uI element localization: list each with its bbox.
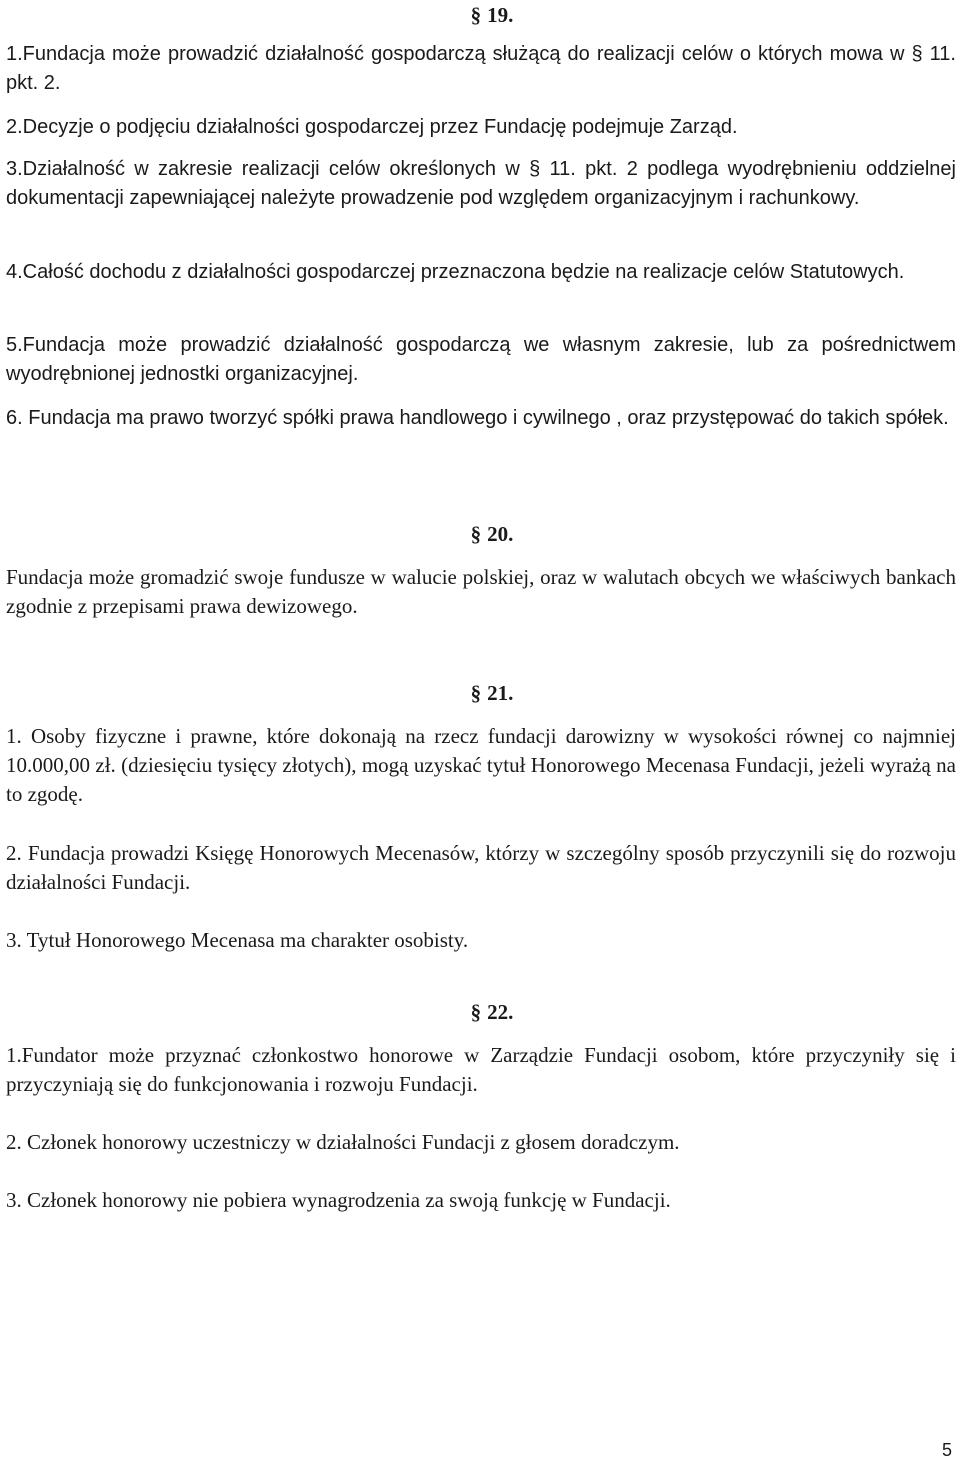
section-mark: § [470, 1000, 482, 1024]
paragraph-21-3: 3. Tytuł Honorowego Mecenasa ma charakter osobisty. [6, 928, 469, 952]
paragraph-21-1: 1. Osoby fizyczne i prawne, które dokonają na rzecz fundacji darowizny w wysokości równej co najmniej 10.000,00 zł. (dziesięciu tysięcy złotych), mogą uzyskać tytuł Honorowego Mecenasa Fundacji, jeżeli wyrażą na to zgodę. [6, 724, 956, 806]
paragraph-19-4: 4.Całość dochodu z działalności gospodarczej przeznaczona będzie na realizacje celów Statutowych. [6, 261, 905, 283]
section-heading-19 [0, 2, 960, 28]
section-heading-20 [0, 521, 960, 547]
paragraph-22-2: 2. Członek honorowy uczestniczy w działalności Fundacji z głosem doradczym. [6, 1130, 680, 1154]
section-number: 19. [487, 3, 514, 27]
paragraph-22-3: 3. Członek honorowy nie pobiera wynagrodzenia za swoją funkcję w Fundacji. [6, 1188, 671, 1212]
paragraph-19-3: 3.Działalność w zakresie realizacji celów określonych w § 11. pkt. 2 podlega wyodrębnieniu oddzielnej dokumentacji zapewniającej należyte prowadzenie pod względem organizacyjnym i rachunkowy. [6, 158, 956, 209]
section-heading-22 [0, 999, 960, 1025]
paragraph-19-5: 5.Fundacja może prowadzić działalność gospodarczą we własnym zakresie, lub za pośrednictwem wyodrębnionej jednostki organizacyjnej. [6, 334, 956, 385]
section-mark: § [470, 681, 482, 705]
section-number: 21. [487, 681, 514, 705]
page-number: 5 [941, 1440, 952, 1460]
section-number: 20. [487, 522, 514, 546]
paragraph-19-2: 2.Decyzje o podjęciu działalności gospodarczej przez Fundację podejmuje Zarząd. [6, 116, 738, 138]
section-heading-21 [0, 680, 960, 706]
paragraph-19-1: 1.Fundacja może prowadzić działalność gospodarczą służącą do realizacji celów o których mowa w § 11. pkt. 2. [6, 43, 956, 94]
paragraph-22-1: 1.Fundator może przyznać członkostwo honorowe w Zarządzie Fundacji osobom, które przyczyniły się i przyczyniają się do funkcjonowania i rozwoju Fundacji. [6, 1043, 956, 1096]
paragraph-21-2: 2. Fundacja prowadzi Księgę Honorowych Mecenasów, którzy w szczególny sposób przyczynili się do rozwoju działalności Fundacji. [6, 841, 956, 894]
section-mark: § [470, 522, 482, 546]
paragraph-19-6: 6. Fundacja ma prawo tworzyć spółki prawa handlowego i cywilnego , oraz przystępować do takich spółek. [6, 407, 949, 429]
section-mark: § [470, 3, 482, 27]
paragraph-20-1: Fundacja może gromadzić swoje fundusze w walucie polskiej, oraz w walutach obcych we właściwych bankach zgodnie z przepisami prawa dewizowego. [6, 565, 956, 618]
section-number: 22. [487, 1000, 514, 1024]
